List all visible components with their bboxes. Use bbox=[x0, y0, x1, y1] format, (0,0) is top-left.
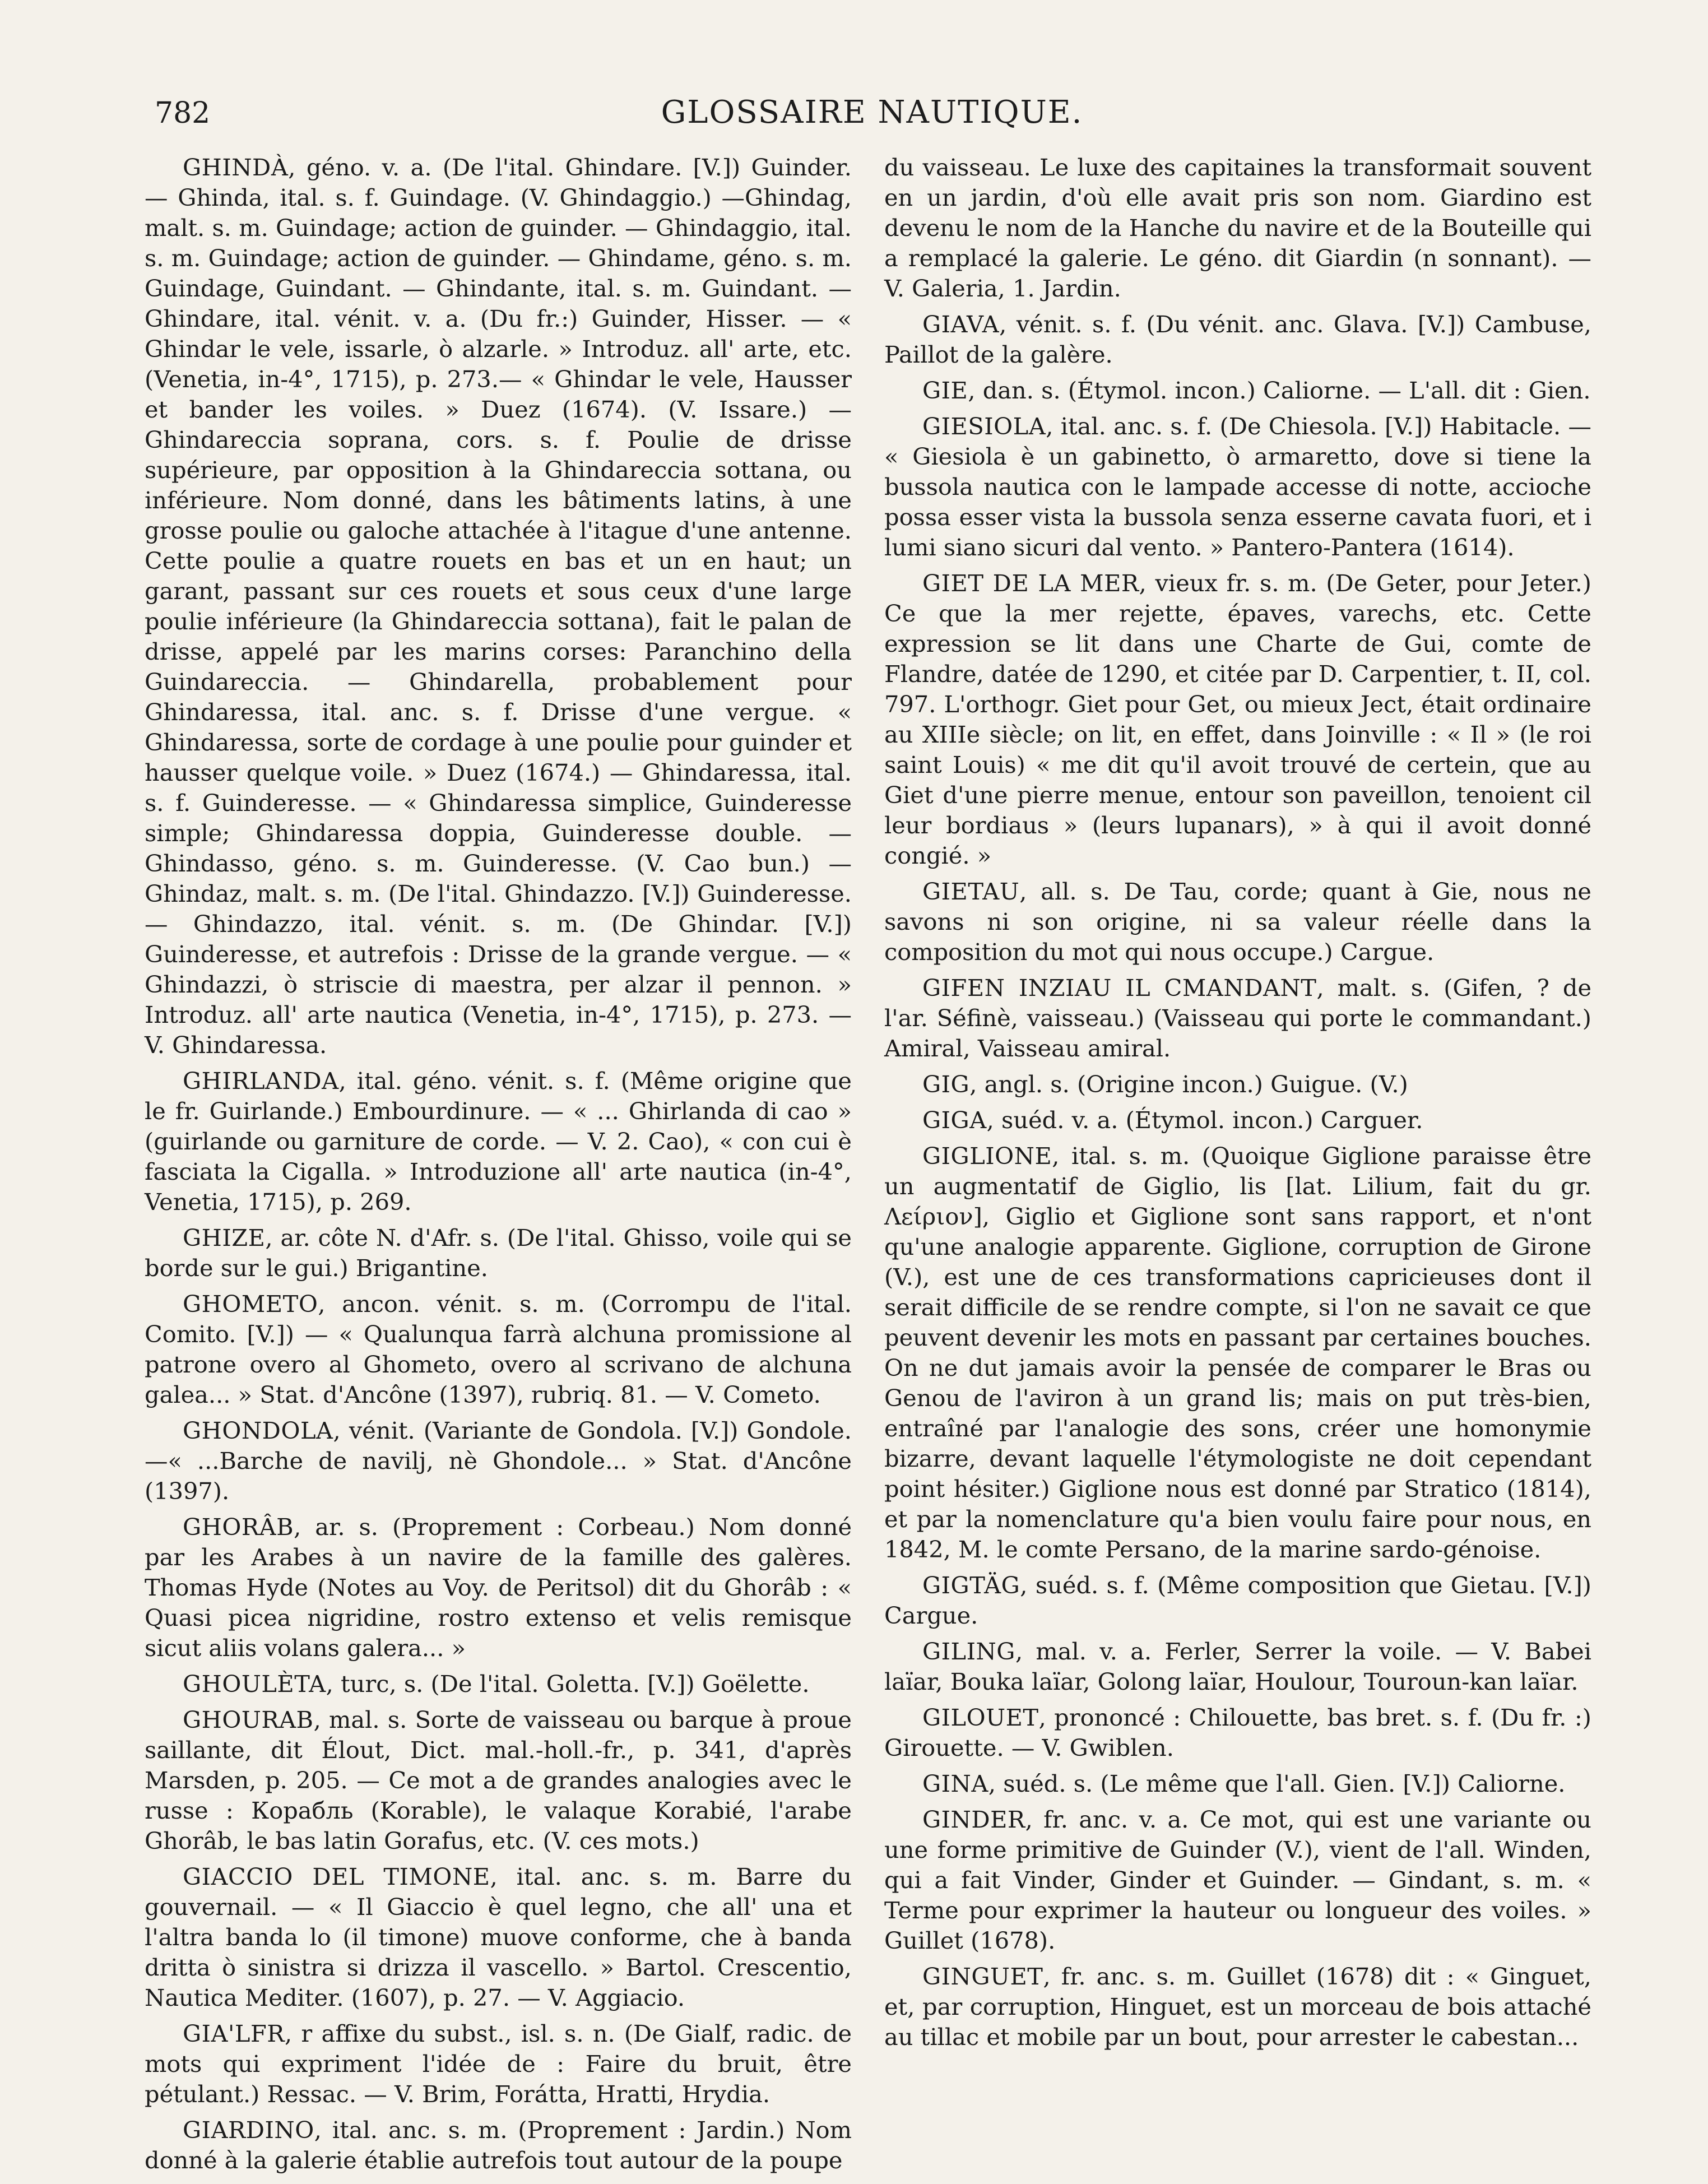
entry-text: , vénit. (Variante de Gondola. [V.]) Gondole. —« ...Barche de navilj, nè Ghondole... » Stat. d'Ancône (1397). bbox=[145, 1417, 852, 1505]
page-number: 782 bbox=[155, 96, 211, 130]
dictionary-entry bbox=[145, 1862, 852, 2013]
entry-headword: GIETAU bbox=[922, 878, 1020, 905]
entry-text: , ital. anc. s. f. (De Chiesola. [V.]) Habitacle. — « Giesiola è un gabinetto, ò armaretto, dove si tiene la bussola nautica con le lampade accesse di notte, accioche possa esser vista la bussola senza esserne cavata fuori, et i lumi siano sicuri dal vento. » Pantero-Pantera (1614). bbox=[884, 412, 1591, 561]
right-column bbox=[884, 152, 1591, 2159]
entry-text: , ancon. vénit. s. m. (Corrompu de l'ital. Comito. [V.]) — « Qualunqua farrà alchuna promissione al patrone overo al Ghometo, overo al scrivano de alchuna galea... » Stat. d'Ancône (1397), rubriq. 81. — V. Cometo. bbox=[145, 1290, 852, 1408]
entry-text: , turc, s. (De l'ital. Goletta. [V.]) Goëlette. bbox=[326, 1670, 810, 1698]
dictionary-entry bbox=[884, 877, 1591, 967]
entry-text: , ital. s. m. (Quoique Giglione paraisse être un augmentatif de Giglio, lis [lat. Lilium, fait du gr. Λείριον], Giglio et Giglione sont sans rapport, et n'ont qu'une analogie apparente. Giglione, corruption de Girone (V.), est une de ces transformations capricieuses dont il serait difficile de se rendre compte, si l'on ne savait ce que peuvent devenir les mots en passant par certaines bouches. On ne dut jamais avoir la pensée de comparer le Bras ou Genou de l'aviron à un grand lis; mais on put très-bien, entraîné par l'analogie des sons, créer une homonymie bizarre, devant laquelle l'étymologiste ne doit cependant point hésiter.) Giglione nous est donné par Stratico (1814), et par la nomenclature qu'a bien voulu faire pour nous, en 1842, M. le comte Persano, de la marine sardo-génoise. bbox=[884, 1142, 1591, 1563]
entry-headword: GINGUET bbox=[922, 1963, 1043, 1990]
entry-text: , vénit. s. f. (Du vénit. anc. Glava. [V.]) Cambuse, Paillot de la galère. bbox=[884, 310, 1591, 368]
dictionary-entry bbox=[145, 2019, 852, 2109]
dictionary-entry bbox=[884, 1805, 1591, 1956]
entry-headword: GIE bbox=[922, 377, 968, 404]
dictionary-entry bbox=[884, 1570, 1591, 1631]
entry-text: du vaisseau. Le luxe des capitaines la transformait souvent en un jardin, d'où elle avait pris son nom. Giardino est devenu le nom de la Hanche du navire et de la Bouteille qui a remplacé la galerie. Le géno. dit Giardin (n sonnant). — V. Galeria, 1. Jardin. bbox=[884, 154, 1591, 302]
entry-text: , suéd. v. a. (Étymol. incon.) Carguer. bbox=[986, 1106, 1423, 1134]
dictionary-entry bbox=[145, 1669, 852, 1699]
entry-text: , all. s. De Tau, corde; quant à Gie, nous ne savons ni son origine, ni sa valeur réelle dans la composition du mot qui nous occupe.) Cargue. bbox=[884, 878, 1591, 966]
entry-headword: GILING bbox=[922, 1638, 1015, 1665]
entry-text: , suéd. s. (Le même que l'all. Gien. [V.]) Caliorne. bbox=[988, 1770, 1566, 1797]
entry-headword: GHINDÀ bbox=[183, 154, 289, 181]
entry-text: , prononcé : Chilouette, bas bret. s. f. (Du fr. :) Girouette. — V. Gwiblen. bbox=[884, 1704, 1591, 1761]
dictionary-entry bbox=[884, 309, 1591, 370]
entry-text: , mal. v. a. Ferler, Serrer la voile. — V. Babei laïar, Bouka laïar, Golong laïar, Houlour, Touroun-kan laïar. bbox=[884, 1638, 1591, 1695]
dictionary-entry bbox=[884, 1703, 1591, 1763]
entry-text: , angl. s. (Origine incon.) Guigue. (V.) bbox=[969, 1070, 1408, 1098]
entry-headword: GIESIOLA bbox=[922, 412, 1046, 440]
dictionary-entry bbox=[884, 375, 1591, 406]
entry-headword: GHORÂB bbox=[183, 1513, 294, 1541]
entry-headword: GIAVA bbox=[922, 310, 1000, 338]
entry-text: , dan. s. (Étymol. incon.) Caliorne. — L'all. dit : Gien. bbox=[968, 377, 1591, 404]
dictionary-entry bbox=[884, 973, 1591, 1064]
dictionary-entry bbox=[884, 1069, 1591, 1100]
dictionary-entry bbox=[145, 2115, 852, 2176]
dictionary-entry bbox=[145, 152, 852, 1060]
entry-headword: GHOURAB bbox=[183, 1706, 314, 1733]
entry-text: , suéd. s. f. (Même composition que Gietau. [V.]) Cargue. bbox=[884, 1571, 1591, 1629]
entry-headword: GHIRLANDA bbox=[183, 1067, 339, 1095]
left-column bbox=[145, 152, 852, 2174]
dictionary-entry bbox=[145, 1705, 852, 1856]
entry-headword: GIA'LFR bbox=[183, 2020, 285, 2047]
running-header bbox=[155, 91, 1589, 136]
entry-text: , vieux fr. s. m. (De Geter, pour Jeter.) Ce que la mer rejette, épaves, varechs, etc. Cette expression se lit dans une Charte de Gui, comte de Flandre, datée de 1290, et citée par D. Carpentier, t. II, col. 797. L'orthogr. Giet pour Get, ou mieux Ject, était ordinaire au XIIIe siècle; on lit, en effet, dans Joinville : « Il » (le roi saint Louis) « me dit qu'il avoit trouvé de certein, que au Giet d'une pierre menue, entour son paveillon, tenoient cil leur bordiaus » (leurs lupanars), » à qui il avoit donné congié. » bbox=[884, 569, 1591, 869]
dictionary-entry bbox=[884, 568, 1591, 871]
entry-headword: GHOMETO bbox=[183, 1290, 318, 1318]
dictionary-entry bbox=[884, 1141, 1591, 1565]
dictionary-entry bbox=[884, 1636, 1591, 1697]
entry-headword: GIFEN INZIAU IL CMANDANT bbox=[922, 974, 1317, 1001]
entry-text: , ital. anc. s. m. Barre du gouvernail. — « Il Giaccio è quel legno, che all' una et l'altra banda lo (il timone) muove conforme, che à banda dritta ò sinistra si drizza il vascello. » Bartol. Crescentio, Nautica Mediter. (1607), p. 27. — V. Aggiacio. bbox=[145, 1863, 852, 2011]
entry-headword: GHONDOLA bbox=[183, 1417, 333, 1444]
dictionary-entry bbox=[884, 1769, 1591, 1799]
dictionary-entry bbox=[884, 1962, 1591, 2052]
entry-headword: GIACCIO DEL TIMONE bbox=[183, 1863, 490, 1890]
entry-text: , r affixe du subst., isl. s. n. (De Gialf, radic. de mots qui expriment l'idée de : Faire du bruit, être pétulant.) Ressac. — V. Brim, Forátta, Hratti, Hrydia. bbox=[145, 2020, 852, 2108]
entry-headword: GINDER bbox=[922, 1806, 1025, 1833]
entry-text: , géno. v. a. (De l'ital. Ghindare. [V.]) Guinder. — Ghinda, ital. s. f. Guindage. (V. Ghindaggio.) —Ghindag, malt. s. m. Guindage; action de guinder. — Ghindaggio, ital. s. m. Guindage; action de guinder. — Ghindame, géno. s. m. Guindage, Guindant. — Ghindante, ital. s. m. Guindant. — Ghindare, ital. vénit. v. a. (Du fr.:) Guinder, Hisser. — « Ghindar le vele, issarle, ò alzarle. » Introduz. all' arte, etc. (Venetia, in-4°, 1715), p. 273.— « Ghindar le vele, Hausser et bander les voiles. » Duez (1674). (V. Issare.) — Ghindareccia soprana, cors. s. f. Poulie de drisse supérieure, par opposition à la Ghindareccia sottana, ou inférieure. Nom donné, dans les bâtiments latins, à une grosse poulie ou galoche attachée à l'itague d'une antenne. Cette poulie a quatre rouets en bas et un en haut; un garant, passant sur ces rouets et sous ceux d'une large poulie inférieure (la Ghindareccia sottana), fait le palan de drisse, appelé par les marins corses: Paranchino della Guindareccia. — Ghindarella, probablement pour Ghindaressa, ital. anc. s. f. Drisse d'une vergue. « Ghindaressa, sorte de cordage à une poulie pour guinder et hausser quelque voile. » Duez (1674.) — Ghindaressa, ital. s. f. Guinderesse. — « Ghindaressa simplice, Guinderesse simple; Ghindaressa doppia, Guinderesse double. — Ghindasso, géno. s. m. Guinderesse. (V. Cao bun.) — Ghindaz, malt. s. m. (De l'ital. Ghindazzo. [V.]) Guinderesse. — Ghindazzo, ital. vénit. s. m. (De Ghindar. [V.]) Guinderesse, et autrefois : Drisse de la grande vergue. — « Ghindazzi, ò striscie di maestra, per alzar il pennon. » Introduz. all' arte nautica (Venetia, in-4°, 1715), p. 273. — V. Ghindaressa. bbox=[145, 154, 852, 1059]
entry-headword: GIG bbox=[922, 1070, 970, 1098]
dictionary-entry bbox=[884, 411, 1591, 563]
dictionary-entry bbox=[145, 1416, 852, 1506]
dictionary-entry bbox=[145, 1066, 852, 1217]
dictionary-entry bbox=[884, 1105, 1591, 1135]
running-title: GLOSSAIRE NAUTIQUE. bbox=[661, 94, 1083, 131]
entry-text: , malt. s. (Gifen, ? de l'ar. Séfinè, vaisseau.) (Vaisseau qui porte le commandant.) Amiral, Vaisseau amiral. bbox=[884, 974, 1591, 1062]
dictionary-entry bbox=[884, 152, 1591, 304]
entry-headword: GILOUET bbox=[922, 1704, 1039, 1731]
entry-text: , ar. s. (Proprement : Corbeau.) Nom donné par les Arabes à un navire de la famille des galères. Thomas Hyde (Notes au Voy. de Peritsol) dit du Ghorâb : « Quasi picea nigridine, rostro extenso et velis remisque sicut aliis volans galera... » bbox=[145, 1513, 852, 1662]
entry-text: , mal. s. Sorte de vaisseau ou barque à proue saillante, dit Élout, Dict. mal.-holl.-fr., p. 341, d'après Marsden, p. 205. — Ce mot a de grandes analogies avec le russe : Корабль (Korable), le valaque Korabié, l'arabe Ghorâb, le bas latin Gorafus, etc. (V. ces mots.) bbox=[145, 1706, 852, 1854]
entry-headword: GINA bbox=[922, 1770, 988, 1797]
entry-headword: GIARDINO bbox=[183, 2116, 314, 2144]
entry-text: , ital. anc. s. m. (Proprement : Jardin.) Nom donné à la galerie établie autrefois tout autour de la poupe bbox=[145, 2116, 852, 2174]
dictionary-entry bbox=[145, 1512, 852, 1663]
dictionary-entry bbox=[145, 1223, 852, 1283]
entry-headword: GHIZE bbox=[183, 1224, 266, 1251]
entry-text: , fr. anc. v. a. Ce mot, qui est une variante ou une forme primitive de Guinder (V.), vient de l'all. Winden, qui a fait Vinder, Ginder et Guinder. — Gindant, s. m. « Terme pour exprimer la hauteur ou longueur des voiles. » Guillet (1678). bbox=[884, 1806, 1591, 1954]
entry-headword: GHOULÈTA bbox=[183, 1670, 326, 1698]
entry-text: , ar. côte N. d'Afr. s. (De l'ital. Ghisso, voile qui se borde sur le gui.) Brigantine. bbox=[145, 1224, 852, 1282]
entry-headword: GIGA bbox=[922, 1106, 987, 1134]
dictionary-entry bbox=[145, 1289, 852, 1410]
entry-headword: GIGLIONE bbox=[922, 1142, 1052, 1170]
entry-text: , fr. anc. s. m. Guillet (1678) dit : « Ginguet, et, par corruption, Hinguet, est un morceau de bois attaché au tillac et mobile par un bout, pour arrester le cabestan... bbox=[884, 1963, 1591, 2051]
entry-text: , ital. géno. vénit. s. f. (Même origine que le fr. Guirlande.) Embourdinure. — « ... Ghirlanda di cao » (guirlande ou garniture de corde. — V. 2. Cao), « con cui è fasciata la Cigalla. » Introduzione all' arte nautica (in-4°, Venetia, 1715), p. 269. bbox=[145, 1067, 852, 1216]
entry-headword: GIET DE LA MER bbox=[922, 569, 1139, 597]
entry-headword: GIGTÄG bbox=[922, 1571, 1020, 1599]
